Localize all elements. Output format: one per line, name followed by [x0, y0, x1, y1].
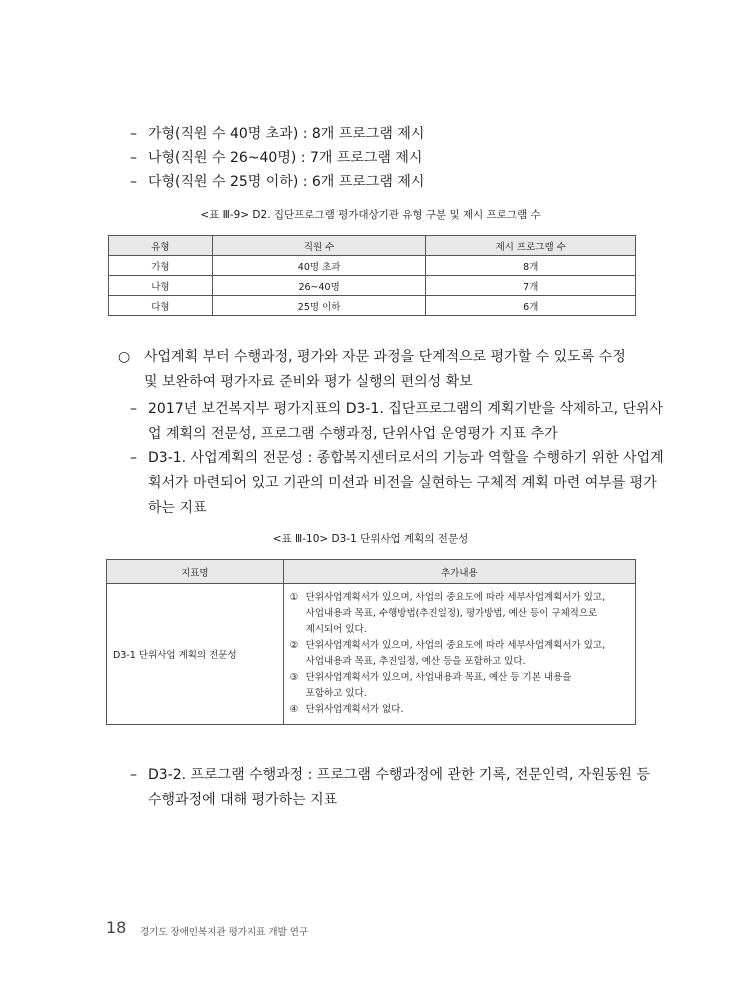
table-cell: 26~40명 [212, 276, 426, 296]
circle-bullet-icon: ○ [118, 349, 131, 365]
sub-item-2017: – 2017년 보건복지부 평가지표의 D3-1. 집단프로그램의 계획기반을 삭제하고, 단위사 업 계획의 전문성, 프로그램 수행과정, 단위사업 운영평가 지표 추가 [130, 401, 664, 442]
table-header: 제시 프로그램 수 [426, 236, 636, 256]
table-row [109, 256, 636, 276]
table-row [109, 296, 636, 316]
indicator-name: D3-1 단위사업 계획의 전문성 [107, 584, 284, 725]
table-cell: 나형 [109, 276, 213, 296]
bullet-da: – 다형(직원 수 25명 이하) : 6개 프로그램 제시 [130, 174, 425, 190]
table-cell: 25명 이하 [212, 296, 426, 316]
table1 [108, 235, 636, 316]
list-item: ④ 단위사업계획서가 없다. [289, 704, 404, 715]
table1-caption: <표 Ⅲ-9> D2. 집단프로그램 평가대상기관 유형 구분 및 제시 프로그램 수 [200, 209, 541, 221]
bullet-ga: – 가형(직원 수 40명 초과) : 8개 프로그램 제시 [130, 126, 425, 142]
table-row [107, 584, 636, 725]
bullet-na: – 나형(직원 수 26~40명) : 7개 프로그램 제시 [130, 150, 423, 166]
table-header: 지표명 [107, 560, 284, 584]
table-cell: 7개 [426, 276, 636, 296]
table-cell: 8개 [426, 256, 636, 276]
table-header-row [107, 560, 636, 584]
table-header: 직원 수 [212, 236, 426, 256]
table-header: 추가내용 [283, 560, 635, 584]
list-item: ① 단위사업계획서가 있으며, 사업의 중요도에 따라 세부사업계획서가 있고, 사업내용과 목표, 수행방법(추진일정), 평가방법, 예산 등이 구체적으로 제시되어 있다. [289, 592, 606, 635]
table-cell: 다형 [109, 296, 213, 316]
page-number: 18 [106, 918, 127, 937]
table-cell: 6개 [426, 296, 636, 316]
running-footer-title: 경기도 장애인복지관 평가지표 개발 연구 [140, 927, 309, 938]
list-item: ② 단위사업계획서가 있으며, 사업의 중요도에 따라 세부사업계획서가 있고, 사업내용과 목표, 추진일정, 예산 등을 포함하고 있다. [289, 640, 606, 667]
circle-item: ○ 사업계획 부터 수행과정, 평가와 자문 과정을 단계적으로 평가할 수 있도록 수정 및 보완하여 평가자료 준비와 평가 실행의 편의성 확보 [118, 345, 648, 395]
sub-item-d3-1: – D3-1. 사업계획의 전문성 : 종합복지센터로서의 기능과 역할을 수행하기 위한 사업계 획서가 마련되어 있고 기관의 미션과 비전을 실현하는 구체적 계획 마련 여부를 평가 하는 지표 [130, 450, 664, 516]
list-item: ③ 단위사업계획서가 있으며, 사업내용과 목표, 예산 등 기본 내용을 포함하고 있다. [289, 672, 572, 699]
table-header: 유형 [109, 236, 213, 256]
additional-content [283, 584, 635, 725]
table-cell: 40명 초과 [212, 256, 426, 276]
table-cell: 가형 [109, 256, 213, 276]
sub-item-d3-2: – D3-2. 프로그램 수행과정 : 프로그램 수행과정에 관한 기록, 전문인력, 자원동원 등 수행과정에 대해 평가하는 지표 [130, 767, 650, 808]
table2-caption: <표 Ⅲ-10> D3-1 단위사업 계획의 전문성 [272, 533, 469, 545]
table2 [106, 559, 636, 725]
table-row [109, 276, 636, 296]
table-header-row [109, 236, 636, 256]
